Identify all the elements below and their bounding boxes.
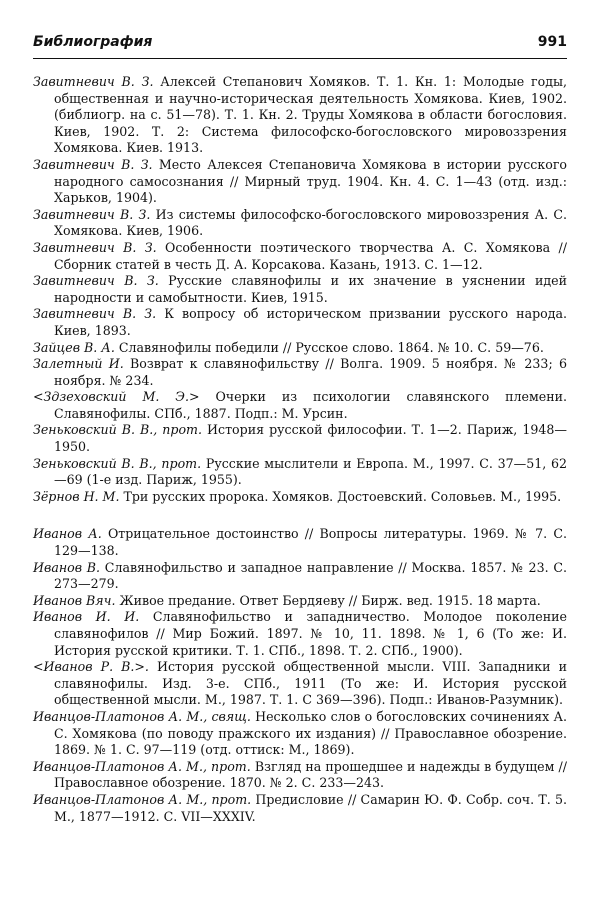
entry-text: История русской общественной мысли. VIII. Западники и славянофилы. Изд. 3-е. СПб., 1911 (То же: И. История русской общественной мысли. М., 1987. Т. 1. С 369—396). Подп.: Иванов-Разумник). (54, 659, 567, 708)
entry-author: Завитневич В. З. (33, 156, 153, 172)
entry-text: Из системы философско-богословского мировоззрения А. С. Хомякова. Киев, 1906. (54, 206, 567, 239)
running-title: Библиография (33, 34, 153, 50)
bib-entry (33, 609, 567, 659)
entry-author: Иванцов-Платонов А. М., прот. (33, 758, 251, 774)
entry-text: Русские мыслители и Европа. М., 1997. С. 37—51, 62—69 (1-е изд. Париж, 1955). (54, 455, 567, 488)
bib-entry (33, 207, 567, 240)
bib-entry (33, 273, 567, 306)
bib-entry (33, 389, 567, 422)
entry-author: Иванцов-Платонов А. М., прот. (33, 791, 252, 807)
bib-entry (33, 157, 567, 207)
entry-author: Зёрнов Н. М. (33, 488, 120, 504)
entry-author: Иванцов-Платонов А. М., свящ. (33, 708, 251, 724)
bib-entry (33, 709, 567, 759)
bib-entry (33, 659, 567, 709)
bib-entry (33, 759, 567, 792)
bib-entry (33, 422, 567, 455)
entry-text: Русские славянофилы и их значение в уяснении идей народности и самобытности. Киев, 1915. (54, 273, 567, 305)
entry-text: Особенности поэтического творчества А. С. Хомякова // Сборник статей в честь Д. А. Корсакова. Казань, 1913. С. 1—12. (54, 239, 567, 272)
entry-author: <Иванов Р. В.>. (33, 659, 149, 675)
entry-author: Иванов Вяч. (33, 592, 116, 608)
entry-text: Отрицательное достоинство // Вопросы литературы. 1969. № 7. С. 129—138. (54, 526, 568, 559)
entry-author: Иванов В. (33, 559, 101, 575)
entry-text: Славянофильство и западное направление // Москва. 1857. № 23. С. 273—279. (54, 559, 567, 592)
entry-text: К вопросу об историческом призвании русского народа. Киев, 1893. (54, 306, 567, 338)
page-header (33, 34, 567, 54)
entry-author: Завитневич В. З. (33, 306, 157, 322)
bibliography-section-z (33, 74, 567, 505)
entry-author: <Здзеховский М. Э.> (33, 389, 200, 405)
entry-text: История русской философии. Т. 1—2. Париж, 1948—1950. (54, 422, 567, 455)
entry-text: Взгляд на прошедшее и надежды в будущем // Православное обозрение. 1870. № 2. С. 233—243. (54, 758, 567, 791)
bibliography (33, 74, 567, 825)
entry-text: Славянофильство и западничество. Молодое поколение славянофилов // Мир Божий. 1897. № 10, 11. 1898. № 1, 6 (То же: И. История русской критики. Т. 1. СПб., 1898. Т. 2. СПб., 1900). (54, 609, 567, 658)
entry-author: Завитневич В. З. (33, 206, 151, 222)
bib-entry (33, 456, 567, 489)
bib-entry (33, 340, 567, 357)
entry-author: Иванов И. И. (33, 609, 140, 625)
entry-author: Завитневич В. З. (33, 239, 157, 255)
entry-author: Иванов А. (33, 526, 102, 542)
bib-entry (33, 356, 567, 389)
bib-entry (33, 74, 567, 157)
bib-entry (33, 560, 567, 593)
page-number: 991 (537, 34, 567, 50)
entry-author: Зеньковский В. В., прот. (33, 455, 202, 471)
entry-text: Несколько слов о богословских сочинениях А. С. Хомякова (по поводу пражского их издания) // Православное обозрение. 1869. № 1. С. 97—119 (отд. оттиск: М., 1869). (54, 708, 567, 758)
bib-entry (33, 792, 567, 825)
entry-text: Алексей Степанович Хомяков. Т. 1. Кн. 1: Молодые годы, общественная и научно-историческая деятельность Хомякова. Киев, 1902. (библиогр. на с. 51—78). Т. 1. Кн. 2. Труды Хомякова в области богословия. Киев, 1902. Т. 2: Система философско-богословского мировоззрения Хомякова. Киев. 1913. (54, 74, 567, 156)
bib-entry (33, 489, 567, 506)
entry-author: Завитневич В. З. (33, 74, 154, 89)
entry-text: Три русских пророка. Хомяков. Достоевский. Соловьев. М., 1995. (119, 488, 562, 504)
entry-author: Залетный И. (33, 356, 124, 372)
bibliography-section-i (33, 526, 567, 825)
bib-entry (33, 306, 567, 339)
entry-author: Завитневич В. З. (33, 273, 159, 289)
entry-text: Живое предание. Ответ Бердяеву // Бирж. вед. 1915. 18 марта. (115, 592, 541, 608)
bib-entry (33, 593, 567, 610)
bib-entry (33, 526, 567, 559)
entry-author: Зайцев В. А. (33, 339, 115, 355)
entry-text: Возврат к славянофильству // Волга. 1909. 5 ноября. № 233; 6 ноября. № 234. (54, 356, 568, 388)
header-rule (33, 58, 567, 59)
entry-text: Очерки из психологии славянского племени. Славянофилы. СПб., 1887. Подп.: М. Урсин. (54, 389, 567, 421)
bib-entry (33, 240, 567, 273)
entry-text: Предисловие // Самарин Ю. Ф. Собр. соч. Т. 5. М., 1877—1912. С. VII—XXXIV. (54, 791, 567, 824)
entry-author: Зеньковский В. В., прот. (33, 422, 203, 438)
entry-text: Славянофилы победили // Русское слово. 1864. № 10. С. 59—76. (114, 339, 544, 355)
entry-text: Место Алексея Степановича Хомякова в истории русского народного самосознания // Мирный труд. 1904. Кн. 4. С. 1—43 (отд. изд.: Харьков, 1904). (54, 156, 567, 206)
